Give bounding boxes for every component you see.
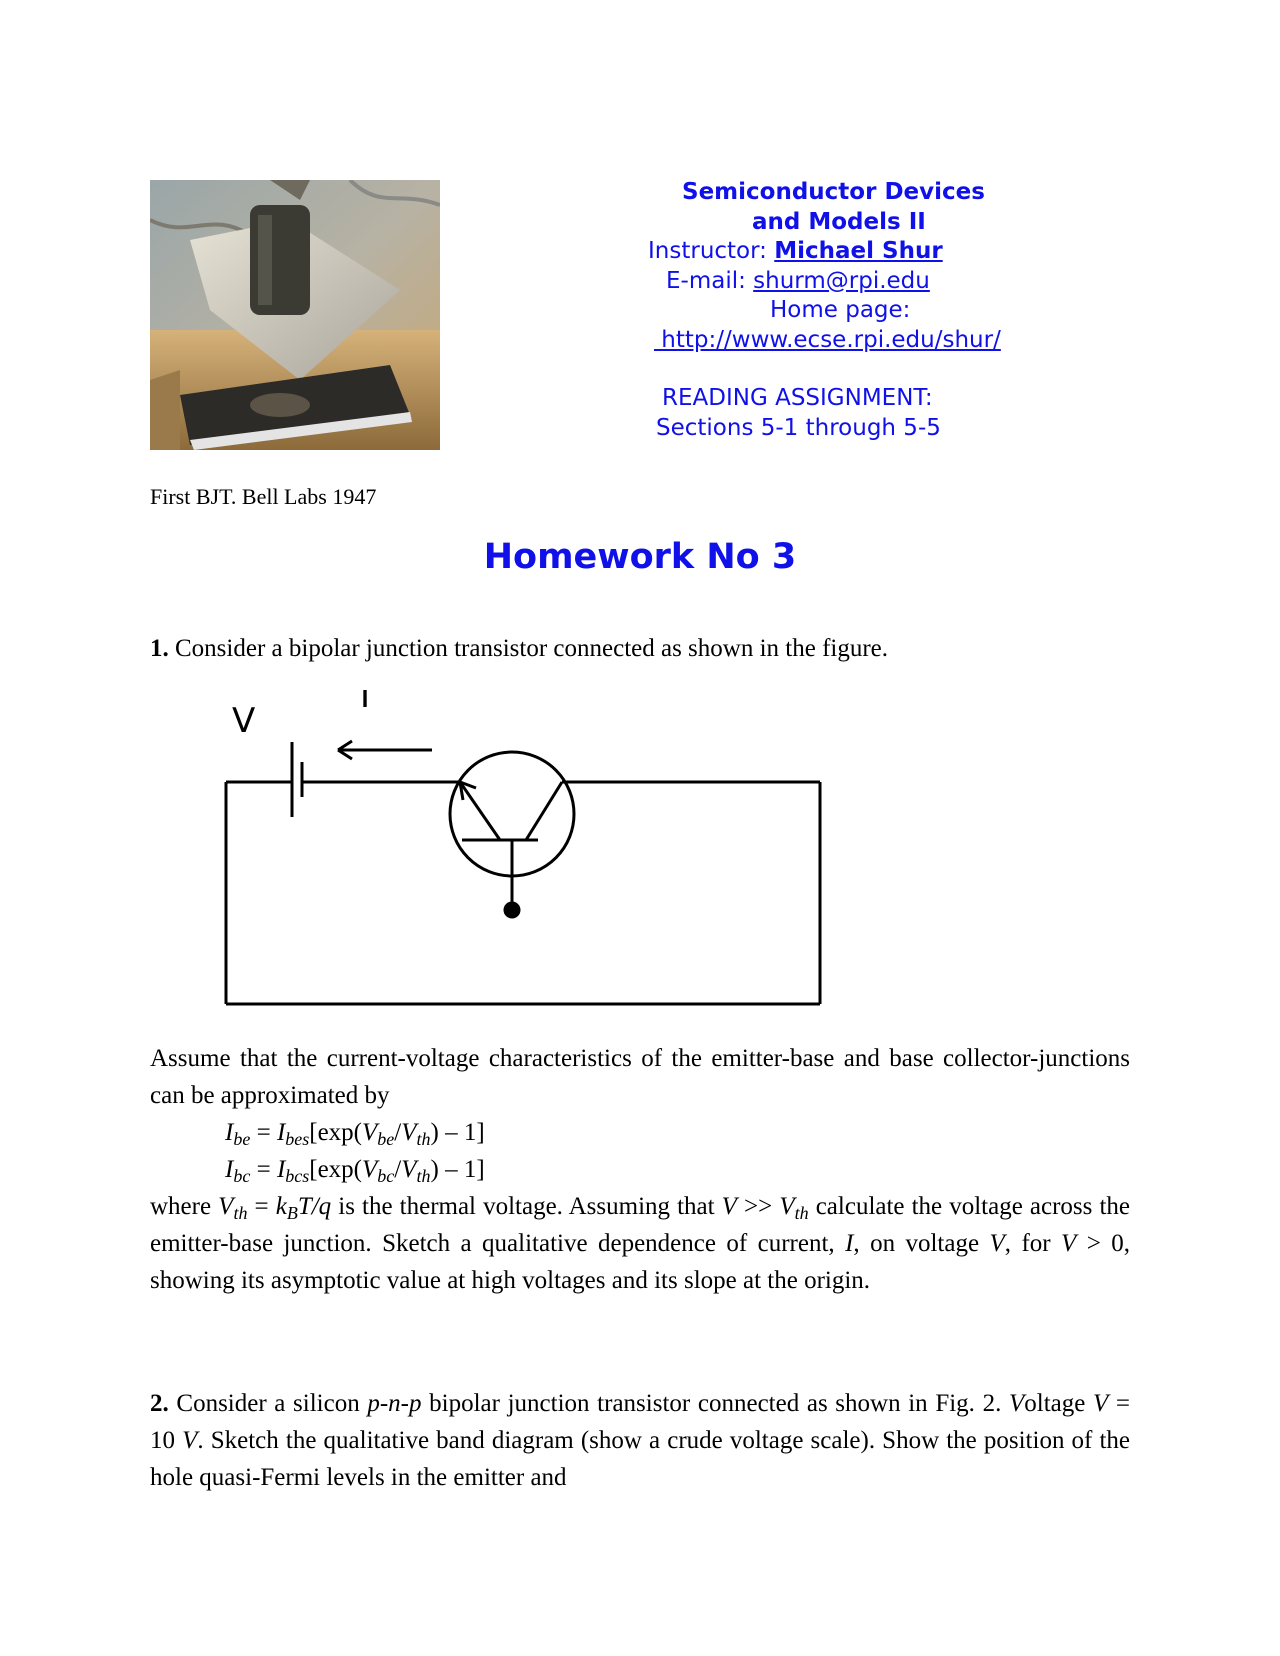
- course-title-line1: Semiconductor Devices: [682, 179, 985, 205]
- problem-2: 2. Consider a silicon p-n-p bipolar junction transistor connected as shown in Fig. 2. Voltage V = 10 V. Sketch the qualitative band diagram (show a crude voltage scale). Show the position of the hole quasi-Fermi levels in the emitter and: [150, 1390, 1131, 1491]
- figure-label-v: V: [232, 701, 256, 741]
- equation-ibc: $I_{bc} = I_{bcs}[\exp(V_{bc}/V_{th}) - 1]$: [225, 1156, 485, 1186]
- reading-label: READING ASSIGNMENT:: [662, 385, 933, 411]
- problem-2-number: 2.: [150, 1390, 169, 1417]
- bjt-photo: [150, 180, 440, 450]
- equation-ibe: $I_{be} = I_{bes}[\exp(V_{be}/V_{th}) - 1]$: [225, 1119, 485, 1149]
- homepage-label: Home page:: [770, 297, 911, 323]
- email-line: [600, 267, 1090, 297]
- course-title-line2: and Models II: [752, 208, 926, 235]
- email-link[interactable]: shurm@rpi.edu: [753, 267, 930, 294]
- battery-icon: [292, 742, 302, 817]
- instructor-link[interactable]: Michael Shur: [774, 238, 943, 264]
- homepage-link[interactable]: http://www.ecse.rpi.edu/shur/: [654, 326, 1001, 353]
- instructor-label: Instructor:: [648, 238, 775, 264]
- where-paragraph: where $V_{th} = k_BT/q$ is the thermal voltage. Assuming that $V >> V_{th}$ calculate the voltage across the emitter-base junction. Sketch a qualitative dependence of current, I, on voltage V, for V > 0, showing its asymptotic value at high voltages and its slope at the origin.: [150, 1193, 1130, 1294]
- reading-sections: Sections 5-1 through 5-5: [656, 414, 941, 441]
- photo-caption: First BJT. Bell Labs 1947: [150, 484, 377, 509]
- problem-1-intro-text: Consider a bipolar junction transistor connected as shown in the figure.: [175, 635, 889, 662]
- problem-1-intro: [150, 630, 1130, 667]
- instructor-line: [600, 237, 1090, 267]
- assume-text: Assume that the current-voltage characteristics of the emitter-base and base collector-junctions can be approximated by: [150, 1045, 1130, 1109]
- problem-1-number: 1.: [150, 635, 169, 662]
- problem-1-body: [150, 1040, 1130, 1299]
- email-label: E-mail:: [666, 267, 754, 294]
- current-arrow-icon: [338, 741, 432, 759]
- homework-title: Homework No 3: [483, 537, 797, 577]
- transistor-symbol-icon: [450, 752, 574, 917]
- figure-label-i: I: [360, 690, 371, 716]
- circuit-wires: [226, 782, 820, 1004]
- course-info: [600, 178, 1090, 443]
- circuit-figure: [220, 690, 840, 1015]
